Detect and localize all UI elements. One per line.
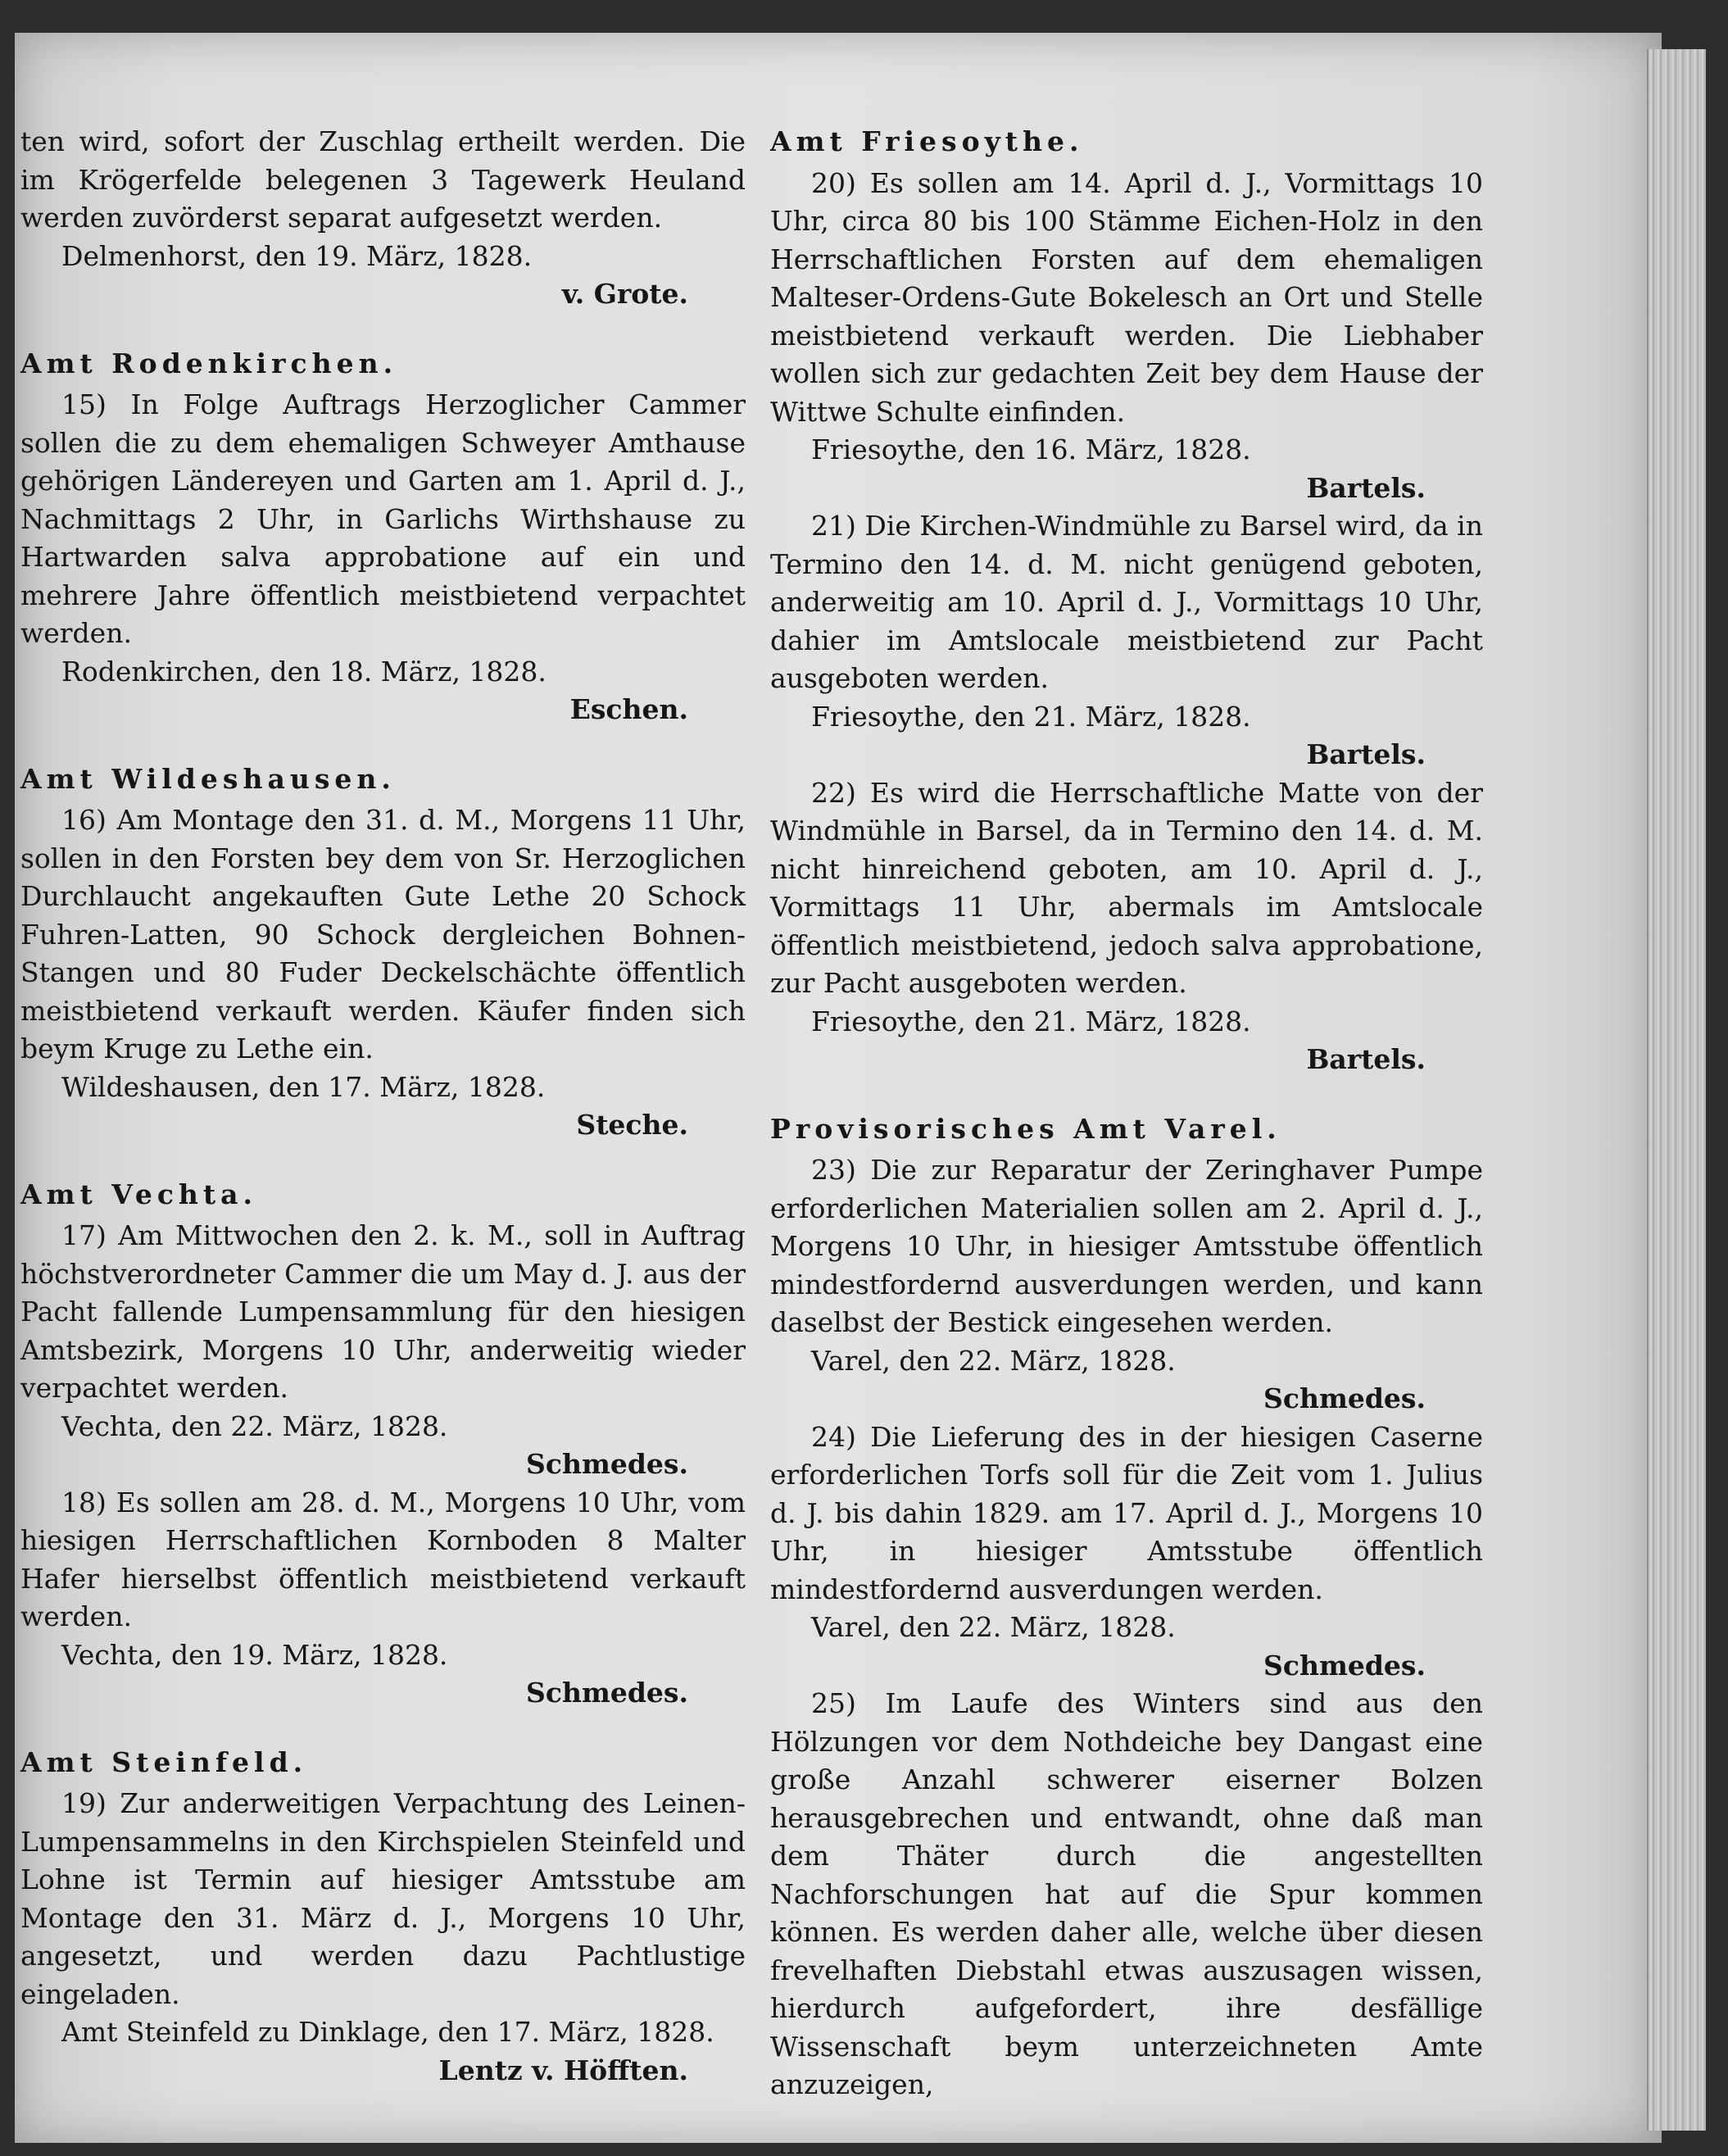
section-heading-rodenkirchen: Amt Rodenkirchen. bbox=[20, 347, 398, 379]
signature: Schmedes. bbox=[1263, 1649, 1426, 1682]
section-heading-vechta: Amt Vechta. bbox=[20, 1178, 258, 1210]
dateline: Varel, den 22. März, 1828. bbox=[811, 1344, 1176, 1377]
signature: Schmedes. bbox=[1263, 1382, 1426, 1414]
signature: Eschen. bbox=[569, 693, 688, 725]
notice-25: 25) Im Laufe des Winters sind aus den Hölzungen vor dem Nothdeiche bey Dangast eine große Anzahl schwerer eiserner Bolzen herausgebrechen und entwandt, ohne daß man dem Thäter durch die angestellten Nachforschungen hat auf die Spur kommen können. Es werden daher alle, welche über diesen frevelhaften Diebstahl etwas auszusagen wissen, hierdurch aufgefordert, ihre desfällige Wissenschaft beym unterzeichneten Amte anzuzeigen, bbox=[770, 1687, 1483, 2100]
notice-23: 23) Die zur Reparatur der Zeringhaver Pumpe erforderlichen Materialien sollen am 2. April d. J., Morgens 10 Uhr, in hiesiger Amtsstube öffentlich mindestfordernd ausverdungen werden, und kann daselbst der Bestick eingesehen werden. bbox=[770, 1154, 1483, 1338]
section-heading-varel: Provisorisches Amt Varel. bbox=[770, 1112, 1281, 1145]
section-heading-wildeshausen: Amt Wildeshausen. bbox=[20, 762, 396, 795]
signature: Bartels. bbox=[1306, 471, 1426, 504]
right-column bbox=[770, 123, 1483, 2104]
section-heading-friesoythe: Amt Friesoythe. bbox=[770, 125, 1084, 157]
dateline: Wildeshausen, den 17. März, 1828. bbox=[61, 1070, 546, 1103]
continuation-text: ten wird, sofort der Zuschlag ertheilt werden. Die im Krögerfelde belegenen 3 Tagewerk Heuland werden zuvörderst separat aufgesetzt werden. bbox=[20, 125, 746, 234]
notice-20: 20) Es sollen am 14. April d. J., Vormittags 10 Uhr, circa 80 bis 100 Stämme Eichen-Holz in den Herrschaftlichen Forsten auf dem ehemaligen Malteser-Ordens-Gute Bokelesch an Ort und Stelle meistbietend verkauft werden. Die Liebhaber wollen sich zur gedachten Zeit bey dem Hause der Wittwe Schulte einfinden. bbox=[770, 166, 1483, 428]
notice-22: 22) Es wird die Herrschaftliche Matte von der Windmühle in Barsel, da in Termino den 14. d. M. nicht hinreichend geboten, am 10. April d. J., Vormittags 11 Uhr, abermals im Amtslocale öffentlich meistbietend, jedoch salva approbatione, zur Pacht ausgeboten werden. bbox=[770, 776, 1483, 999]
signature: Bartels. bbox=[1306, 738, 1426, 770]
dateline: Vechta, den 22. März, 1828. bbox=[61, 1409, 448, 1442]
dateline: Friesoythe, den 16. März, 1828. bbox=[811, 433, 1251, 465]
signature: Lentz v. Höfften. bbox=[438, 2054, 688, 2086]
dateline: Friesoythe, den 21. März, 1828. bbox=[811, 700, 1251, 733]
notice-15: 15) In Folge Auftrags Herzoglicher Cammer sollen die zu dem ehemaligen Schweyer Amthause gehörigen Ländereyen und Garten am 1. April d. J., Nachmittags 2 Uhr, in Garlichs Wirthshause zu Hartwarden salva approbatione auf ein und mehrere Jahre öffentlich meistbietend verpachtet werden. bbox=[20, 388, 746, 649]
dateline: Rodenkirchen, den 18. März, 1828. bbox=[61, 655, 547, 688]
notice-19: 19) Zur anderweitigen Verpachtung des Leinen-Lumpensammelns in den Kirchspielen Steinfeld und Lohne ist Termin auf hiesiger Amtsstube am Montage den 31. März d. J., Morgens 10 Uhr, angesetzt, und werden dazu Pachtlustige eingeladen. bbox=[20, 1787, 746, 2010]
section-heading-steinfeld: Amt Steinfeld. bbox=[20, 1745, 308, 1778]
signature: Steche. bbox=[576, 1109, 688, 1141]
dateline: Amt Steinfeld zu Dinklage, den 17. März, 1828. bbox=[61, 2016, 714, 2048]
dateline: Friesoythe, den 21. März, 1828. bbox=[811, 1005, 1251, 1037]
notice-21: 21) Die Kirchen-Windmühle zu Barsel wird, da in Termino den 14. d. M. nicht genügend geboten, anderweitig am 10. April d. J., Vormittags 10 Uhr, dahier im Amtslocale meistbietend zur Pacht ausgeboten werden. bbox=[770, 510, 1483, 694]
signature: Bartels. bbox=[1306, 1043, 1426, 1075]
notice-16: 16) Am Montage den 31. d. M., Morgens 11 Uhr, sollen in den Forsten bey dem von Sr. Herzoglichen Durchlaucht angekauften Gute Lethe 20 Schock Fuhren-Latten, 90 Schock dergleichen Bohnen-Stangen und 80 Fuder Deckelschächte öffentlich meistbietend verkauft werden. Käufer finden sich beym Kruge zu Lethe ein. bbox=[20, 804, 746, 1064]
page-edge bbox=[1647, 49, 1706, 2131]
signature: Schmedes. bbox=[526, 1677, 688, 1709]
notice-17: 17) Am Mittwochen den 2. k. M., soll in Auftrag höchstverordneter Cammer die um May d. J. aus der Pacht fallende Lumpensammlung für den hiesigen Amtsbezirk, Morgens 10 Uhr, anderweitig wieder verpachtet werden. bbox=[20, 1219, 746, 1404]
signature: v. Grote. bbox=[561, 278, 688, 310]
notice-24: 24) Die Lieferung des in der hiesigen Caserne erforderlichen Torfs soll für die Zeit vom 1. Julius d. J. bis dahin 1829. am 17. April d. J., Morgens 10 Uhr, in hiesiger Amtsstube öffentlich mindestfordernd ausverdungen werden. bbox=[770, 1420, 1483, 1605]
dateline: Delmenhorst, den 19. März, 1828. bbox=[61, 239, 533, 272]
dateline: Vechta, den 19. März, 1828. bbox=[61, 1638, 448, 1671]
dateline: Varel, den 22. März, 1828. bbox=[811, 1611, 1176, 1643]
left-column bbox=[20, 123, 746, 2090]
signature: Schmedes. bbox=[526, 1448, 688, 1480]
notice-18: 18) Es sollen am 28. d. M., Morgens 10 Uhr, vom hiesigen Herrschaftlichen Kornboden 8 Malter Hafer hierselbst öffentlich meistbietend verkauft werden. bbox=[20, 1486, 746, 1632]
